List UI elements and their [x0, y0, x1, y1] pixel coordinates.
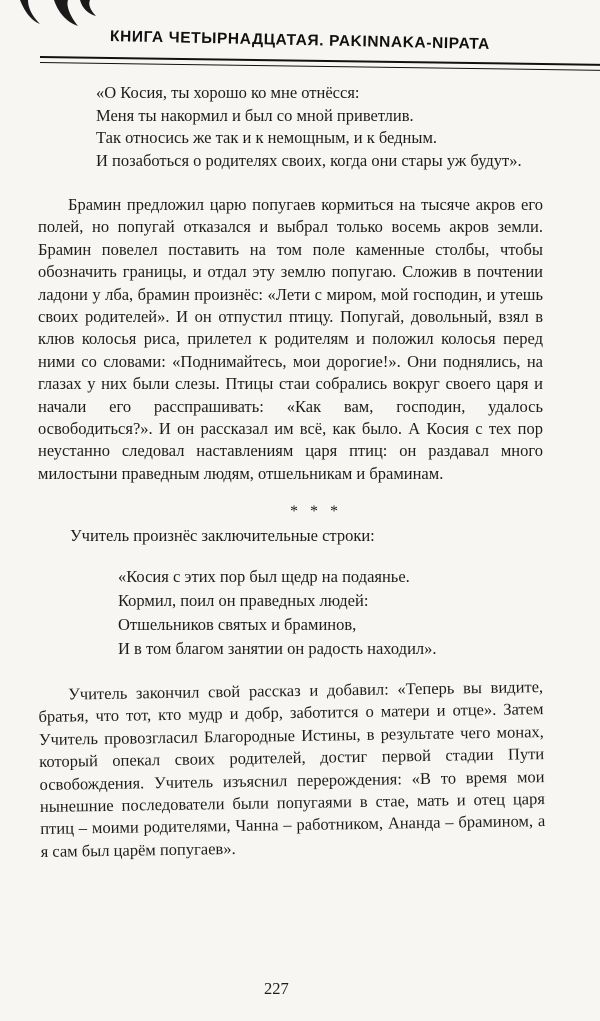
verse-line: Кормил, поил он праведных людей: — [118, 591, 369, 610]
verse-line: Отшельников святых и браминов, — [118, 615, 357, 634]
paragraph-teacher-intro: Учитель произнёс заключительные строки: — [70, 526, 375, 545]
verse-closing — [118, 565, 437, 661]
verse-line: И позаботься о родителях своих, когда они стары уж будут». — [96, 150, 522, 170]
verse-line: Меня ты накормил и был со мной приветлив. — [96, 105, 414, 125]
header-ornament-logo — [14, 0, 104, 30]
verse-line: Так относись же так и к немощным, и к бедным. — [96, 128, 438, 147]
verse-line: «О Косия, ты хорошо ко мне отнёсся: — [96, 83, 360, 102]
header-rule-thick — [40, 56, 600, 66]
verse-kosiya — [96, 82, 522, 172]
section-separator: * * * — [290, 503, 342, 520]
verse-line: «Косия с этих пор был щедр на подаянье. — [118, 567, 410, 586]
paragraph-brahmin: Брамин предложил царю попугаев кормиться на тысяче акров его полей, но попугай отказался и выбрал только восемь акров земли. Брамин повелел поставить на том поле каменные столбы, чтобы обозначить границы, и отдал эту землю попугаю. Сложив в почтении ладони у лба, брамин произнёс: «Лети с миром, мой господин, и утешь своих родителей». И он отпустил птицу. Попугай, довольный, взял в клюв колосья риса, прилетел к родителям и положил колосья перед ними со словами: «Поднимайтесь, мои дорогие!». Они поднялись, на глазах у них были слезы. Птицы стаи собрались вокруг своего царя и начали его расспрашивать: «Как вам, господин, удалось освободиться?». И он рассказал им всё, как было. А Косия с тех пор неустанно следовал наставлениям царя птиц: он раздавал много милостыни праведным людям, отшельникам и браминам. — [38, 195, 543, 483]
running-header-title: КНИГА ЧЕТЫРНАДЦАТАЯ. PAKINNAKA-NIPATA — [109, 28, 491, 53]
page-number: 227 — [264, 979, 289, 998]
verse-line: И в том благом занятии он радость находил». — [118, 639, 437, 658]
paragraph-conclusion: Учитель закончил свой рассказ и добавил: «Теперь вы видите, братья, что тот, кто мудр и добр, заботится о матери и отце». Затем Учитель провозгласил Благородные Истины, в результате чего монах, который опекал своих родителей, достиг первой стадии Пути освобождения. Учитель изъяснил перерождения: «В то время мои нынешние последователи были попугаями в стае, мать и отец царя птиц – моими родителями, Чанна – работником, Ананда – брамином, а я сам был царём попугаев». — [38, 677, 546, 861]
